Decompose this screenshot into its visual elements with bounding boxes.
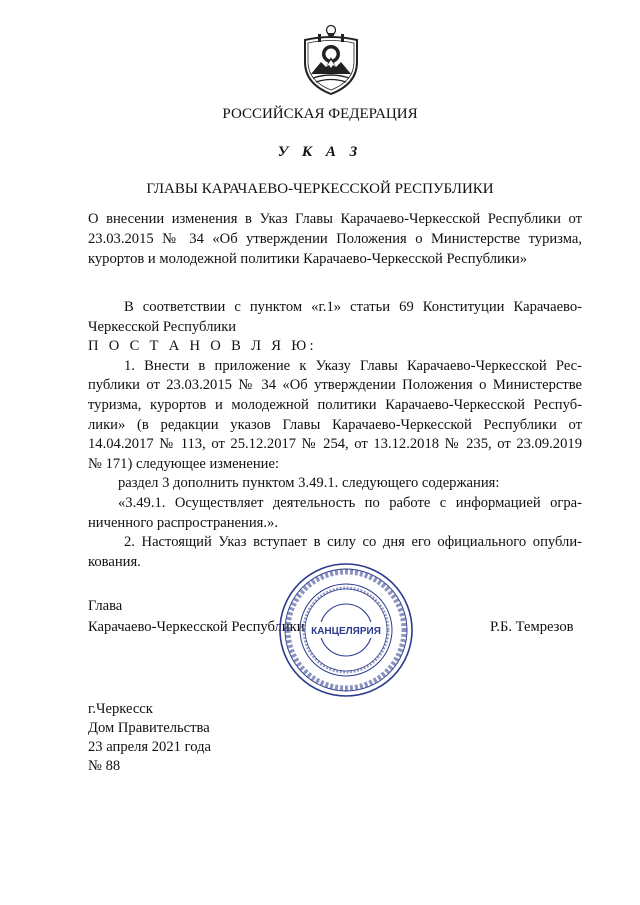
issue-building: Дом Правительства: [88, 720, 210, 736]
subject-line: О внесении изменения в Указ Главы Карачаево-Черкесской Республики от: [88, 211, 582, 227]
country-heading: РОССИЙСКАЯ ФЕДЕРАЦИЯ: [222, 106, 418, 122]
document-type-heading: У К А З: [277, 144, 363, 160]
subject-line: 23.03.2015 № 34 «Об утверждении Положения о Министерстве туризма,: [88, 231, 582, 247]
issue-date: 23 апреля 2021 года: [88, 739, 211, 755]
item1-line: 1. Внести в приложение к Указу Главы Карачаево-Черкесской Рес-: [124, 357, 582, 374]
decree-body: [88, 298, 582, 572]
decree-subject: [88, 209, 582, 269]
signatory-title-line: Глава: [88, 598, 123, 614]
issue-place-block: [88, 700, 211, 776]
preamble-line: В соответствии с пунктом «г.1» статьи 69 Конституции Карачаево-: [124, 299, 582, 315]
subject-line: курортов и молодежной политики Карачаево-Черкесской Республики»: [88, 251, 527, 267]
signatory-title: [88, 596, 305, 638]
item2-line: 2. Настоящий Указ вступает в силу со дня его официального опубли-: [124, 534, 582, 551]
quote-line: «3.49.1. Осуществляет деятельность по работе с информацией огра-: [118, 494, 582, 511]
signatory-title-line: Карачаево-Черкесской Республики: [88, 619, 305, 635]
item1-line: лики» (в редакции указов Главы Карачаево-Черкесской Республики от: [88, 416, 582, 433]
sub-intro-line: раздел 3 дополнить пунктом 3.49.1. следующего содержания:: [118, 475, 500, 492]
issuer-heading: ГЛАВЫ КАРАЧАЕВО-ЧЕРКЕССКОЙ РЕСПУБЛИКИ: [146, 181, 494, 197]
item1-line: 14.04.2017 № 113, от 25.12.2017 № 254, от 13.12.2018 № 235, от 23.09.2019: [88, 436, 582, 453]
issue-city: г.Черкесск: [88, 701, 153, 717]
quote-line: ниченного распространения.».: [88, 514, 278, 531]
karachay-cherkessia-coat-of-arms-icon: [299, 24, 363, 96]
preamble-line: Черкесской Республики: [88, 318, 237, 335]
issue-number: № 88: [88, 758, 121, 774]
signatory-name: Р.Б. Темрезов: [490, 619, 574, 635]
item1-line: № 171) следующее изменение:: [88, 455, 280, 472]
official-round-seal-icon: [276, 560, 416, 700]
item1-line: публики от 23.03.2015 № 34 «Об утверждении Положения о Министерстве: [88, 377, 582, 394]
item1-line: туризма, курортов и молодежной политики Карачаево-Черкесской Респуб-: [88, 396, 582, 413]
item2-line: кования.: [88, 553, 141, 570]
decree-word: П О С Т А Н О В Л Я Ю:: [88, 338, 317, 355]
seal-center-text: КАНЦЕЛЯРИЯ: [311, 626, 381, 637]
